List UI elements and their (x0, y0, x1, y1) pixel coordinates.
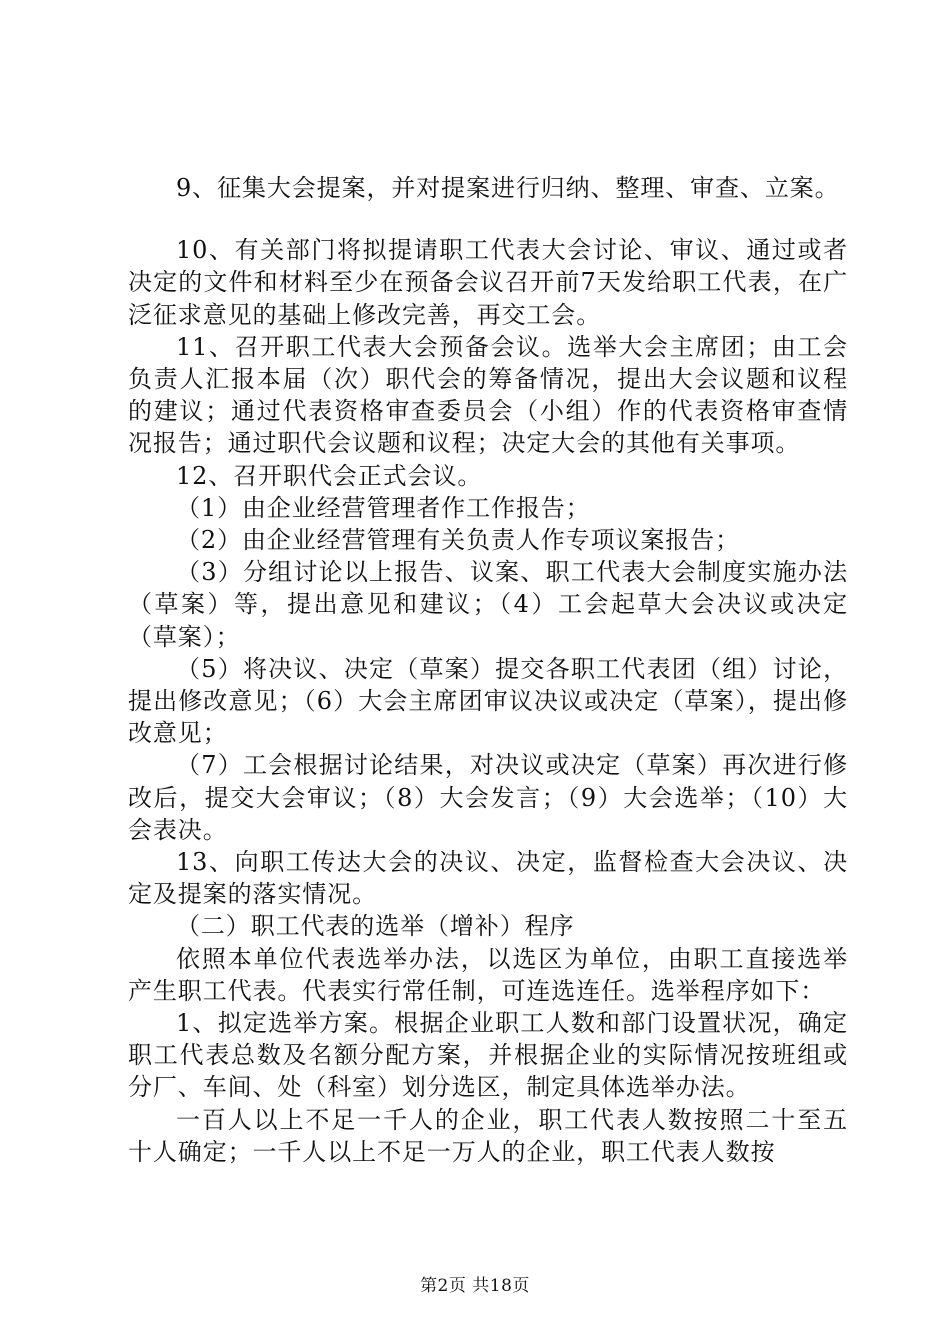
paragraph-item-13: 13、向职工传达大会的决议、决定，监督检查大会决议、决定及提案的落实情况。 (128, 848, 848, 909)
paragraph-election-step-1: 1、拟定选举方案。根据企业职工人数和部门设置状况，确定职工代表总数及名额分配方案，并根据企业的实际情况按班组或分厂、车间、处（科室）划分选区，制定具体选举办法。 (128, 1009, 848, 1102)
paragraph-subitem-2: （2）由企业经营管理有关负责人作专项议案报告； (176, 526, 740, 555)
paragraph-subitem-7-10: （7）工会根据讨论结果，对决议或决定（草案）再次进行修改后，提交大会审议；（8）大会发言；（9）大会选举；（10）大会表决。 (128, 751, 848, 844)
paragraph-subitem-5-6: （5）将决议、决定（草案）提交各职工代表团（组）讨论，提出修改意见；（6）大会主席团审议决议或决定（草案），提出修改意见； (128, 654, 848, 748)
paragraph-representative-count: 一百人以上不足一千人的企业，职工代表人数按照二十至五十人确定；一千人以上不足一万人的企业，职工代表人数按 (128, 1105, 848, 1166)
page-footer: 第2页 共18页 (420, 1276, 530, 1296)
section-heading-election: （二）职工代表的选举（增补）程序 (176, 912, 575, 941)
paragraph-subitem-3-4: （3）分组讨论以上报告、议案、职工代表大会制度实施办法（草案）等，提出意见和建议；（4）工会起草大会决议或决定（草案）； (128, 558, 848, 651)
paragraph-subitem-1: （1）由企业经营管理者作工作报告； (176, 493, 591, 522)
paragraph-item-9: 9、征集大会提案，并对提案进行归纳、整理、审查、立案。 (176, 174, 840, 202)
paragraph-item-11: 11、召开职工代表大会预备会议。选举大会主席团；由工会负责人汇报本届（次）职代会的筹备情况，提出大会议题和议程的建议；通过代表资格审查委员会（小组）作的代表资格审查情况报告；通过职代会议题和议程；决定大会的其他有关事项。 (128, 332, 848, 458)
document-body (128, 172, 848, 1168)
paragraph-item-12: 12、召开职代会正式会议。 (176, 461, 483, 490)
paragraph-election-intro: 依照本单位代表选举办法，以选区为单位，由职工直接选举产生职工代表。代表实行常任制，可连选连任。选举程序如下： (128, 944, 848, 1005)
paragraph-item-10: 10、有关部门将拟提请职工代表大会讨论、审议、通过或者决定的文件和材料至少在预备会议召开前7天发给职工代表，在广泛征求意见的基础上修改完善，再交工会。 (128, 236, 848, 329)
